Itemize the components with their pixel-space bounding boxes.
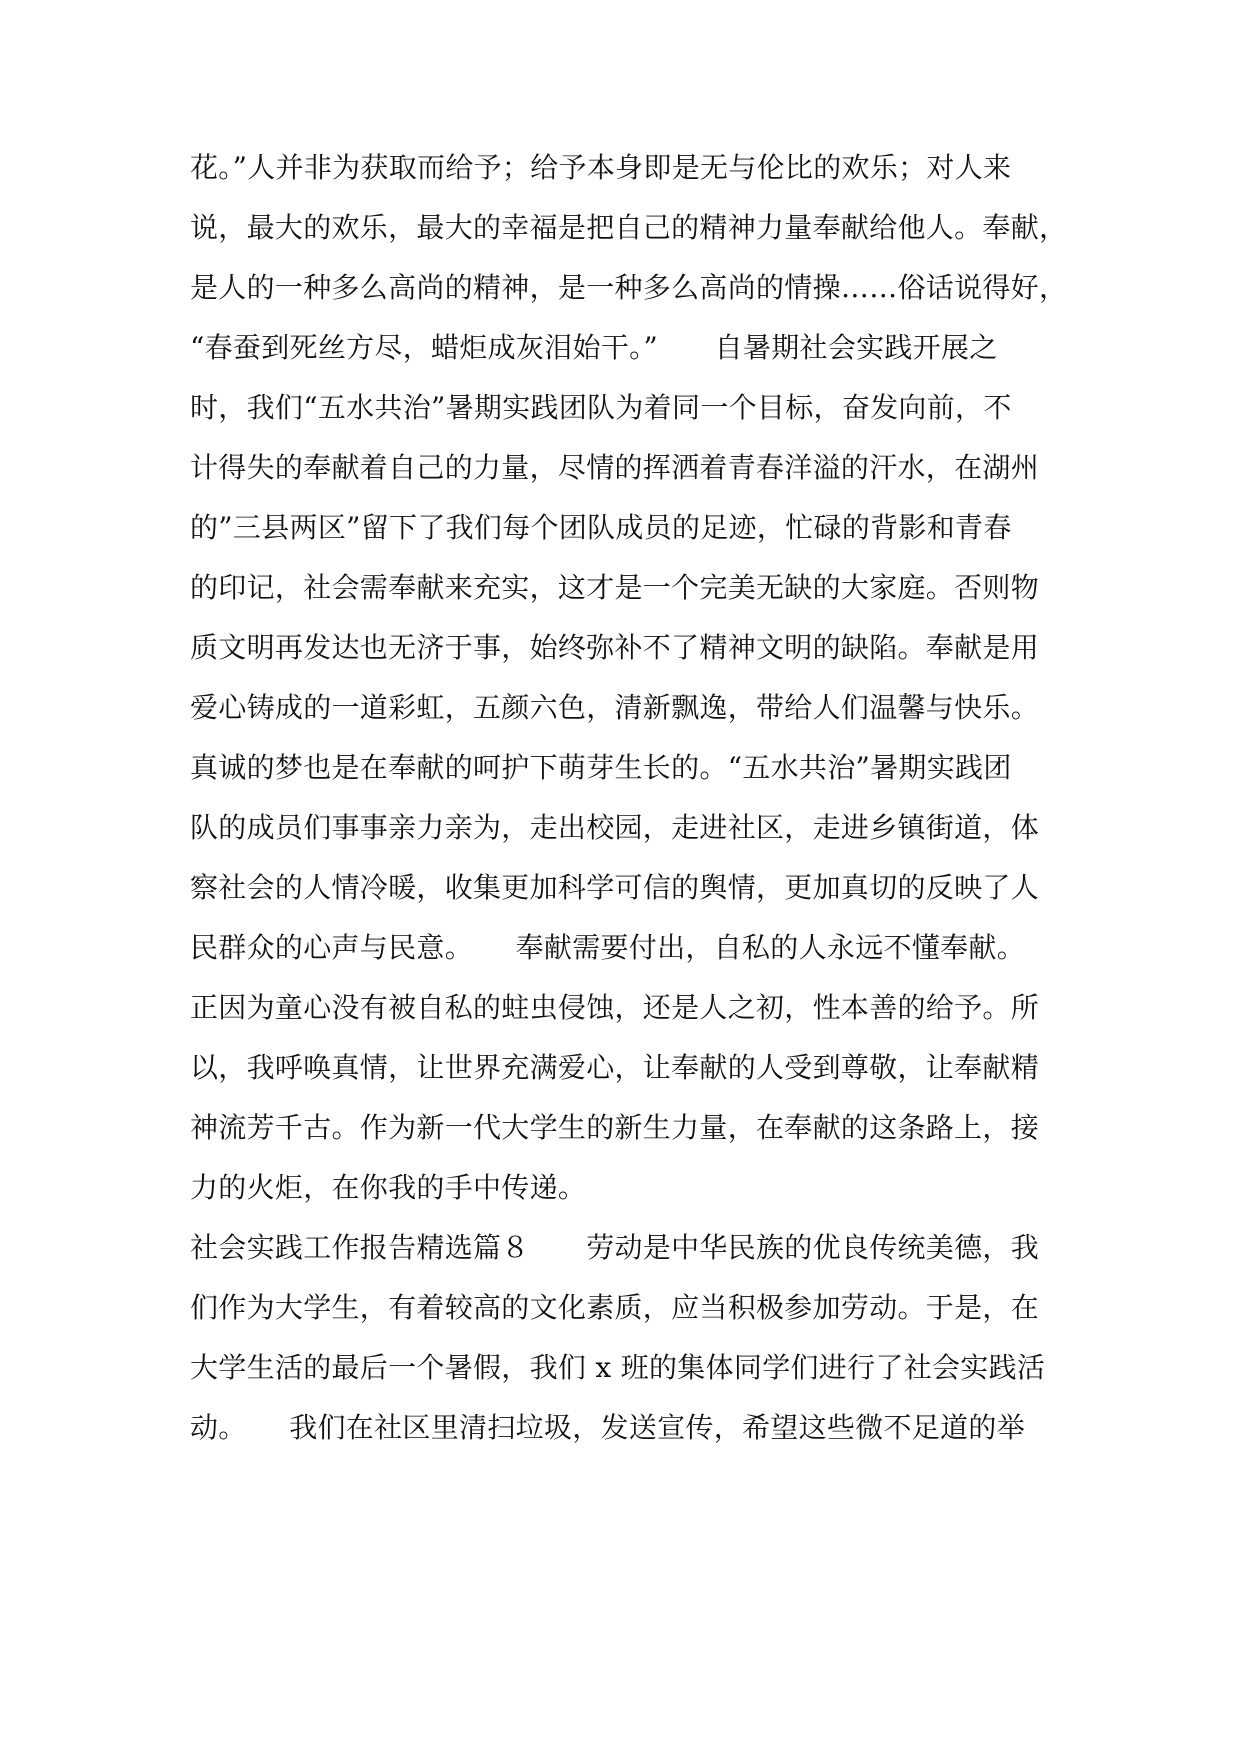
text-line: 计得失的奉献着自己的力量，尽情的挥洒着青春洋溢的汗水，在湖州 bbox=[190, 451, 1040, 484]
text-line: 社会实践工作报告精选篇８ 劳动是中华民族的优良传统美德，我 bbox=[190, 1231, 1040, 1264]
text-line: 神流芳千古。作为新一代大学生的新生力量，在奉献的这条路上，接 bbox=[190, 1111, 1040, 1144]
text-line: 花。”人并非为获取而给予；给予本身即是无与伦比的欢乐；对人来 bbox=[190, 151, 1012, 184]
text-line: 察社会的人情冷暖，收集更加科学可信的舆情，更加真切的反映了人 bbox=[190, 871, 1040, 904]
text-line: 说，最大的欢乐，最大的幸福是把自己的精神力量奉献给他人。奉献， bbox=[190, 211, 1068, 244]
text-line: 的印记，社会需奉献来充实，这才是一个完美无缺的大家庭。否则物 bbox=[190, 571, 1040, 604]
text-line: 的”三县两区”留下了我们每个团队成员的足迹，忙碌的背影和青春 bbox=[190, 511, 1012, 544]
text-line: 动。 我们在社区里清扫垃圾，发送宣传，希望这些微不足道的举 bbox=[190, 1411, 1026, 1444]
text-line: 以，我呼唤真情，让世界充满爱心，让奉献的人受到尊敬，让奉献精 bbox=[190, 1051, 1040, 1084]
text-line: 是人的一种多么高尚的精神，是一种多么高尚的情操……俗话说得好， bbox=[190, 271, 1068, 304]
text-line: 爱心铸成的一道彩虹，五颜六色，清新飘逸，带给人们温馨与快乐。 bbox=[190, 691, 1040, 724]
text-line: 时，我们“五水共治”暑期实践团队为着同一个目标，奋发向前，不 bbox=[190, 391, 1012, 424]
text-line: “春蚕到死丝方尽，蜡炬成灰泪始干。” 自暑期社会实践开展之 bbox=[190, 331, 998, 364]
text-line: 力的火炬，在你我的手中传递。 bbox=[190, 1171, 587, 1204]
text-line: 大学生活的最后一个暑假，我们 x 班的集体同学们进行了社会实践活 bbox=[190, 1351, 1046, 1384]
text-line: 们作为大学生，有着较高的文化素质，应当积极参加劳动。于是，在 bbox=[190, 1291, 1040, 1324]
text-line: 民群众的心声与民意。 奉献需要付出，自私的人永远不懂奉献。 bbox=[190, 931, 1026, 964]
text-line: 质文明再发达也无济于事，始终弥补不了精神文明的缺陷。奉献是用 bbox=[190, 631, 1040, 664]
text-line: 真诚的梦也是在奉献的呵护下萌芽生长的。“五水共治”暑期实践团 bbox=[190, 751, 1012, 784]
text-line: 正因为童心没有被自私的蛀虫侵蚀，还是人之初，性本善的给予。所 bbox=[190, 991, 1040, 1024]
text-line: 队的成员们事事亲力亲为，走出校园，走进社区，走进乡镇街道，体 bbox=[190, 811, 1040, 844]
